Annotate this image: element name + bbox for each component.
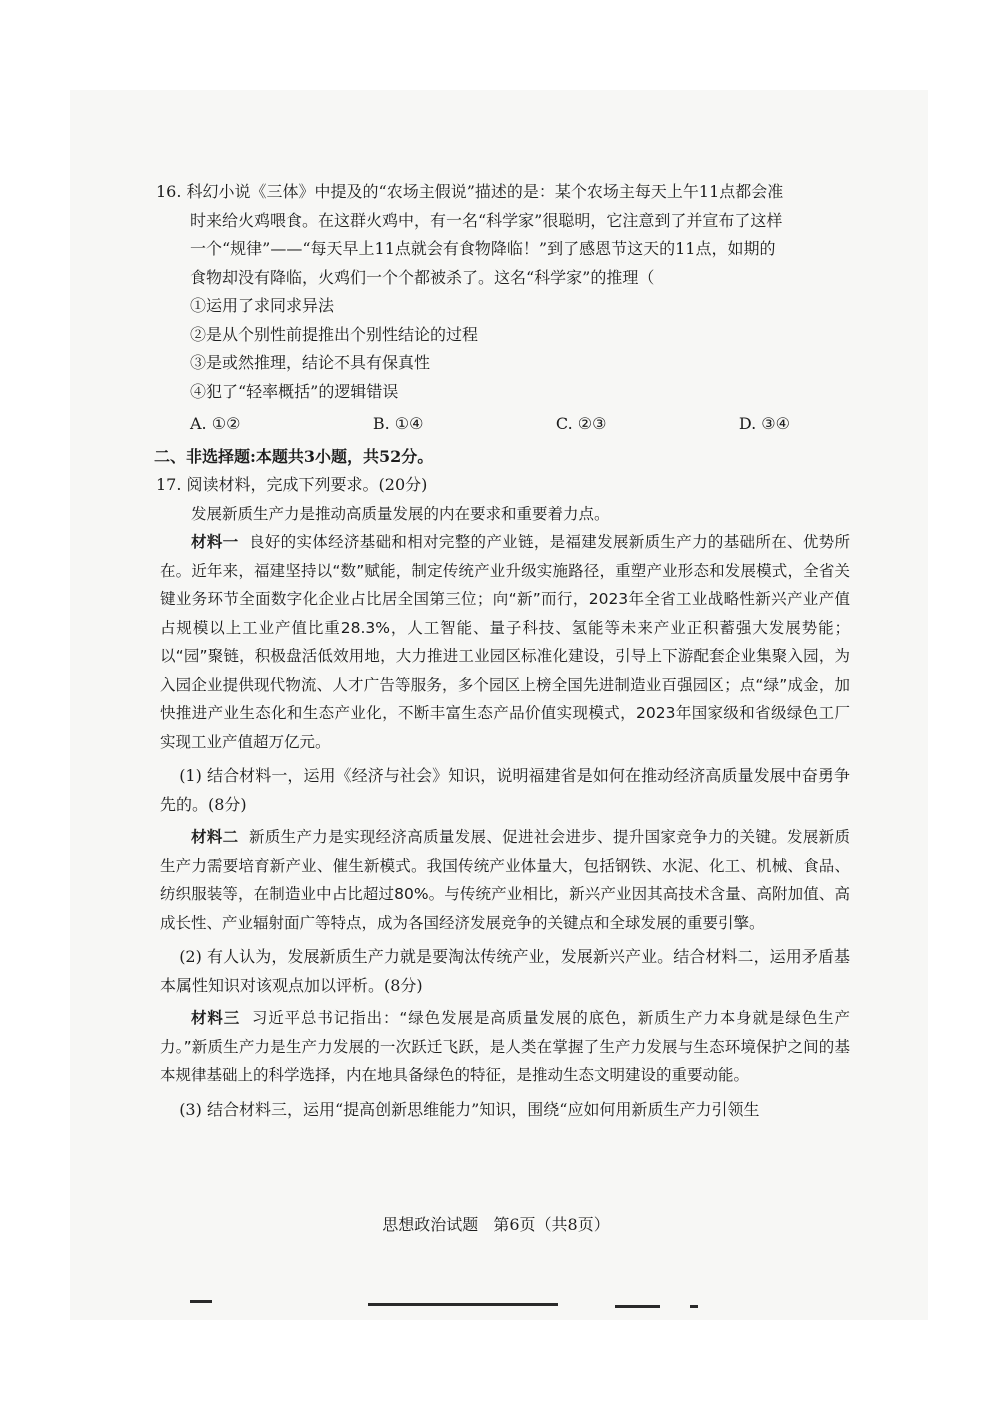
page-footer [0,1212,992,1235]
material-1 [160,528,850,756]
exam-content [154,178,850,1128]
q17-intro: 发展新质生产力是推动高质量发展的内在要求和重要着力点。 [191,504,610,523]
q16-stem-line: 16. 科幻小说《三体》中提及的“农场主假说”描述的是：某个农场主每天上午11点都会准 [156,182,784,201]
sub-question-1: (1) 结合材料一，运用《经济与社会》知识，说明福建省是如何在推动经济高质量发展中奋勇争先的。(8分) [160,766,850,814]
q16-item: ①运用了求同求异法 [190,296,335,315]
q16-item: ③是或然推理，结论不具有保真性 [190,353,431,372]
q16-stem-line: 食物却没有降临，火鸡们一个个都被杀了。这名“科学家”的推理（ [190,267,655,287]
scan-artifact-line [690,1305,698,1308]
material-1-text: 良好的实体经济基础和相对完整的产业链，是福建发展新质生产力的基础所在、优势所在。近年来，福建坚持以“数”赋能，制定传统产业升级实施路径，重塑产业形态和发展模式，全省关键业务环节全面数字化企业占比居全国第三位；向“新”而行，2023年全省工业战略性新兴产业产值占规模以上工业产值比重28.3%，人工智能、量子科技、氢能等未来产业正积蓄强大发展势能；以“园”聚链，积极盘活低效用地，大力推进工业园区标准化建设，引导上下游配套企业集聚入园，为入园企业提供现代物流、人才广告等服务，多个园区上榜全国先进制造业百强园区；点“绿”成金，加快推进产业生态化和生态产业化，不断丰富生态产品价值实现模式，2023年国家级和省级绿色工厂实现工业产值超万亿元。 [160,533,850,751]
q16-options [160,410,850,439]
q16-stem-line: 一个“规律”——“每天早上11点就会有食物降临！”到了感恩节这天的11点，如期的 [190,239,776,258]
scan-artifact-line [615,1305,660,1308]
q17-title: 17. 阅读材料，完成下列要求。(20分) [156,475,428,494]
section-heading: 二、非选择题:本题共3小题，共52分。 [154,446,434,466]
material-3-label: 材料三 [191,1009,241,1027]
scan-artifact-line [190,1300,212,1303]
material-2 [160,823,850,937]
material-3 [160,1004,850,1090]
q16-stem-line: 时来给火鸡喂食。在这群火鸡中，有一名“科学家”很聪明，它注意到了并宣布了这样 [190,210,783,230]
option-c: C. ②③ [555,414,607,433]
sub-question-2: (2) 有人认为，发展新质生产力就是要淘汰传统产业，发展新兴产业。结合材料二，运用矛盾基本属性知识对该观点加以评析。(8分) [160,947,850,995]
material-2-text: 新质生产力是实现经济高质量发展、促进社会进步、提升国家竞争力的关键。发展新质生产力需要培育新产业、催生新模式。我国传统产业体量大，包括钢铁、水泥、化工、机械、食品、纺织服装等，在制造业中占比超过80%。与传统产业相比，新兴产业因其高技术含量、高附加值、高成长性、产业辐射面广等特点，成为各国经济发展竞争的关键点和全球发展的重要引擎。 [160,828,850,932]
option-b: B. ①④ [372,414,424,433]
sub-question-3: (3) 结合材料三，运用“提高创新思维能力”知识，围绕“应如何用新质生产力引领生 [179,1099,760,1119]
footer-subject: 思想政治试题 [382,1215,479,1234]
material-2-label: 材料二 [191,828,239,846]
question-16 [156,178,850,439]
option-a: A. ①② [190,414,241,433]
option-d: D. ③④ [738,414,790,433]
material-1-label: 材料一 [191,533,239,551]
question-17 [156,471,850,1124]
scan-artifact-line [368,1303,558,1306]
material-3-text: 习近平总书记指出：“绿色发展是高质量发展的底色，新质生产力本身就是绿色生产力。”新质生产力是生产力发展的一次跃迁飞跃，是人类在掌握了生产力发展与生态环境保护之间的基本规律基础上的科学选择，内在地具备绿色的特征，是推动生态文明建设的重要动能。 [160,1009,850,1084]
footer-page-number: 第6页（共8页） [493,1215,610,1234]
q16-item: ④犯了“轻率概括”的逻辑错误 [190,381,399,401]
q16-item: ②是从个别性前提推出个别性结论的过程 [190,324,479,344]
